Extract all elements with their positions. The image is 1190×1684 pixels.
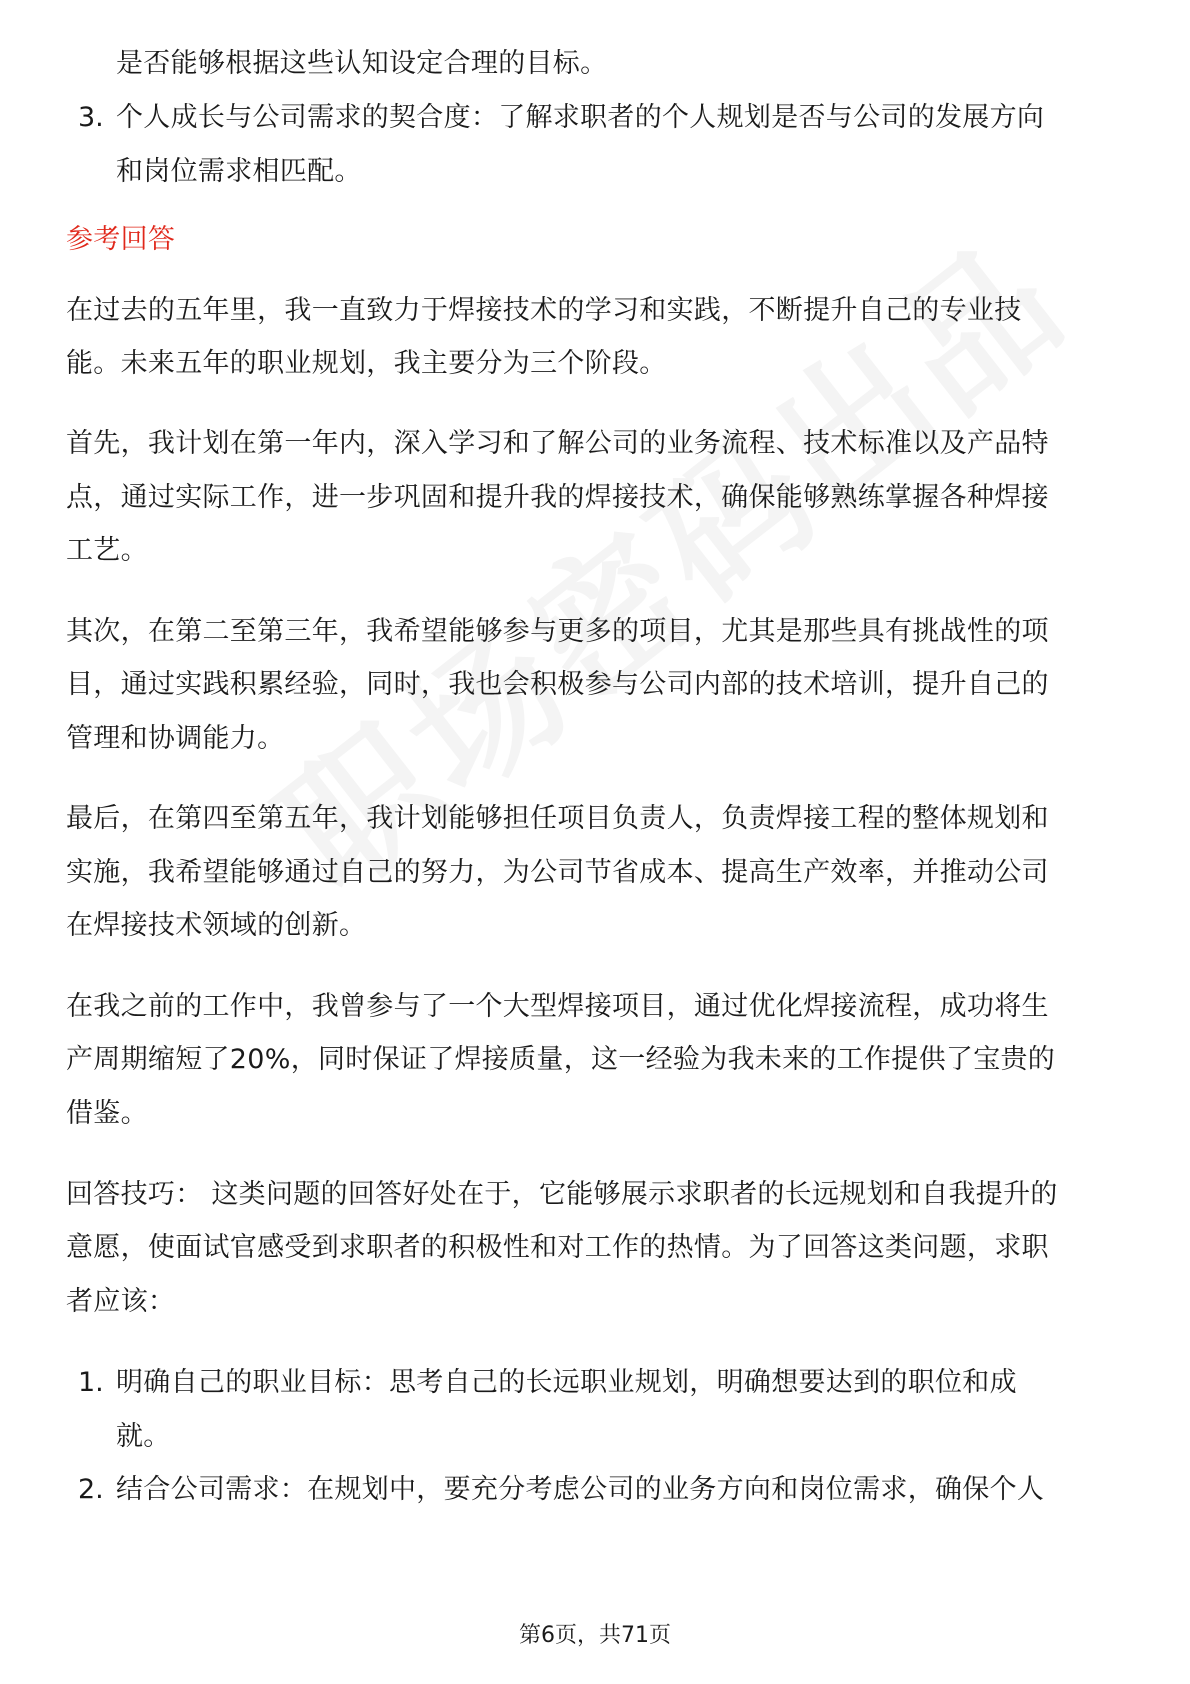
tip-2-number: 2. xyxy=(78,1474,104,1505)
paragraph-1-line-2: 能。未来五年的职业规划，我主要分为三个阶段。 xyxy=(66,348,667,379)
paragraph-3-line-1: 其次，在第二至第三年，我希望能够参与更多的项目，尤其是那些具有挑战性的项 xyxy=(66,616,1049,647)
list-item-3-line-2: 和岗位需求相匹配。 xyxy=(116,156,362,187)
list-item-3-line-1: 个人成长与公司需求的契合度：了解求职者的个人规划是否与公司的发展方向 xyxy=(116,102,1045,133)
list-item-2-continuation: 是否能够根据这些认知设定合理的目标。 xyxy=(116,48,608,79)
tip-2-line-1: 结合公司需求：在规划中，要充分考虑公司的业务方向和岗位需求，确保个人 xyxy=(116,1474,1045,1505)
paragraph-2-line-3: 工艺。 xyxy=(66,535,148,566)
paragraph-5-line-3: 借鉴。 xyxy=(66,1098,148,1129)
paragraph-6-line-1: 回答技巧： 这类问题的回答好处在于，它能够展示求职者的长远规划和自我提升的 xyxy=(66,1179,1058,1210)
paragraph-5-line-1: 在我之前的工作中，我曾参与了一个大型焊接项目，通过优化焊接流程，成功将生 xyxy=(66,991,1049,1022)
paragraph-1-line-1: 在过去的五年里，我一直致力于焊接技术的学习和实践，不断提升自己的专业技 xyxy=(66,295,1022,326)
paragraph-6-line-3: 者应该： xyxy=(66,1286,176,1317)
paragraph-5-line-2: 产周期缩短了20%，同时保证了焊接质量，这一经验为我未来的工作提供了宝贵的 xyxy=(66,1044,1056,1075)
paragraph-3-line-3: 管理和协调能力。 xyxy=(66,723,285,754)
paragraph-3-line-2: 目，通过实践积累经验，同时，我也会积极参与公司内部的技术培训，提升自己的 xyxy=(66,669,1049,700)
tip-1-number: 1. xyxy=(78,1367,104,1398)
paragraph-2-line-1: 首先，我计划在第一年内，深入学习和了解公司的业务流程、技术标准以及产品特 xyxy=(66,428,1049,459)
paragraph-4-line-2: 实施，我希望能够通过自己的努力，为公司节省成本、提高生产效率，并推动公司 xyxy=(66,857,1049,888)
tip-1-line-1: 明确自己的职业目标：思考自己的长远职业规划，明确想要达到的职位和成 xyxy=(116,1367,1017,1398)
section-heading: 参考回答 xyxy=(66,224,176,255)
paragraph-2-line-2: 点，通过实际工作，进一步巩固和提升我的焊接技术，确保能够熟练掌握各种焊接 xyxy=(66,482,1049,513)
paragraph-4-line-3: 在焊接技术领域的创新。 xyxy=(66,910,367,941)
page-number-footer: 第6页，共71页 xyxy=(519,1623,671,1648)
tip-1-line-2: 就。 xyxy=(116,1421,171,1452)
list-item-3-number: 3. xyxy=(78,102,104,133)
paragraph-4-line-1: 最后，在第四至第五年，我计划能够担任项目负责人，负责焊接工程的整体规划和 xyxy=(66,803,1049,834)
paragraph-6-line-2: 意愿，使面试官感受到求职者的积极性和对工作的热情。为了回答这类问题，求职 xyxy=(66,1232,1049,1263)
